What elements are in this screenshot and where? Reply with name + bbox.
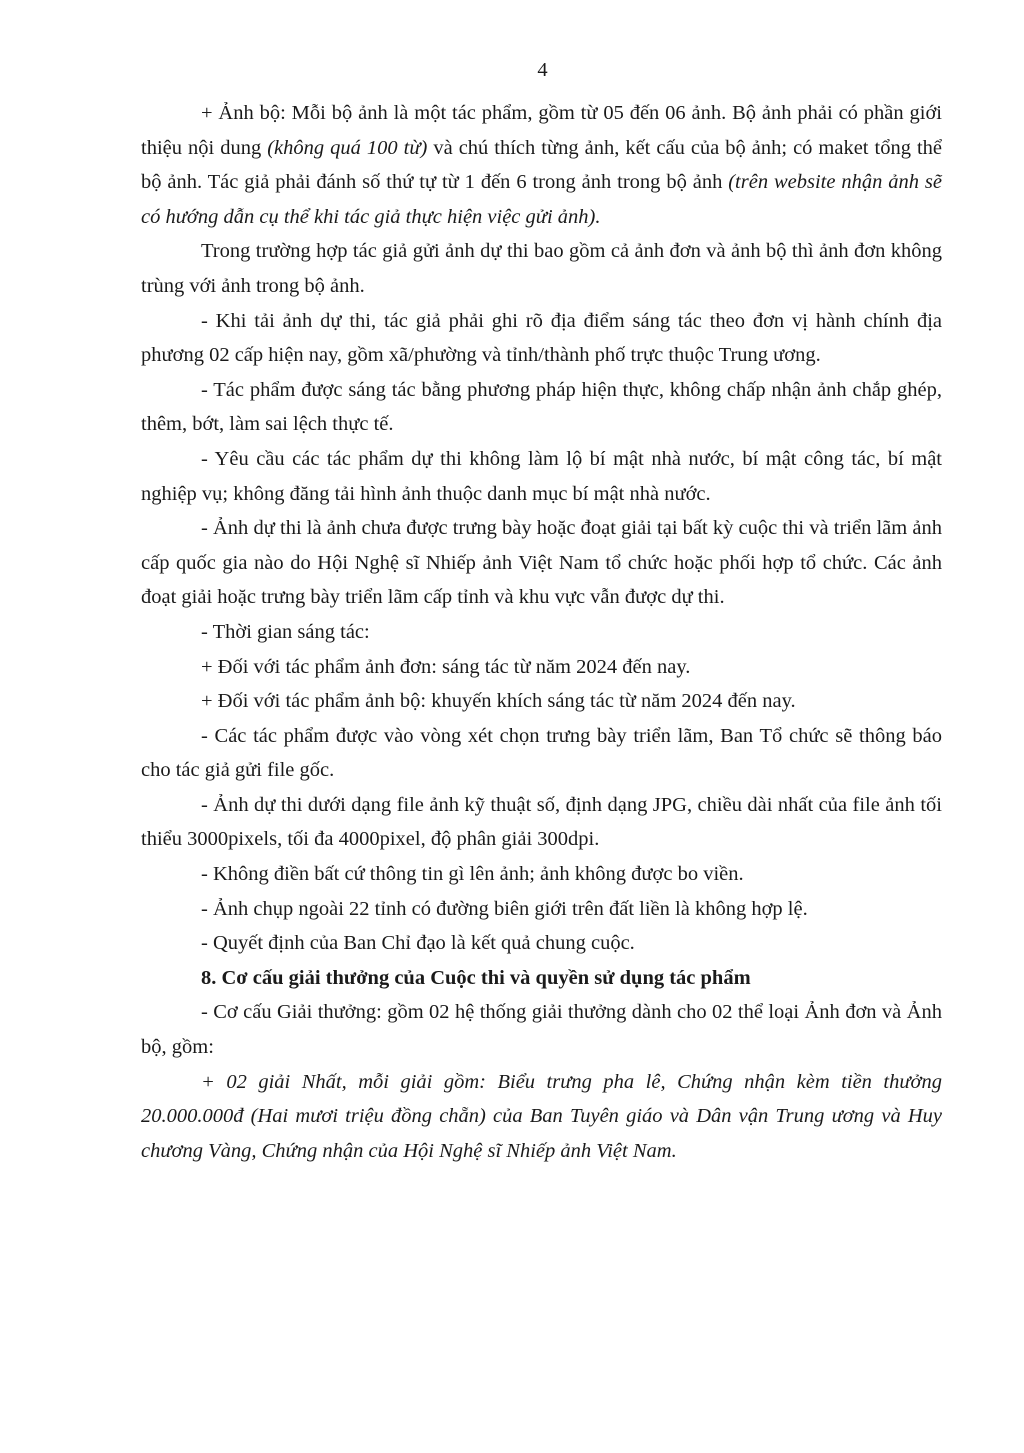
paragraph-eligibility: - Ảnh dự thi là ảnh chưa được trưng bày hoặc đoạt giải tại bất kỳ cuộc thi và triển lãm ảnh cấp quốc gia nào do Hội Nghệ sĩ Nhiếp ảnh Việt Nam tổ chức hoặc phối hợp tổ chức. Các ảnh đoạt giải hoặc trưng bày triển lãm cấp tỉnh và khu vực vẫn được dự thi. [141, 517, 942, 609]
paragraph-single-vs-set: Trong trường hợp tác giả gửi ảnh dự thi bao gồm cả ảnh đơn và ảnh bộ thì ảnh đơn không trùng với ảnh trong bộ ảnh. [141, 240, 942, 297]
paragraph-prize-structure: - Cơ cấu Giải thưởng: gồm 02 hệ thống giải thưởng dành cho 02 thể loại Ảnh đơn và Ảnh bộ, gồm: [141, 1001, 942, 1059]
photo-set-text-1: + Ảnh bộ: Mỗi bộ ảnh là một tác phẩm, gồm từ 05 đến 06 ảnh. Bộ ảnh phải có phần giới thiệu nội dung [141, 102, 942, 159]
paragraph-realism: - Tác phẩm được sáng tác bằng phương pháp hiện thực, không chấp nhận ảnh chắp ghép, thêm, bớt, làm sai lệch thực tế. [141, 378, 942, 436]
photo-set-word-limit: (không quá 100 từ) [267, 136, 428, 159]
paragraph-border-provinces: - Ảnh chụp ngoài 22 tỉnh có đường biên giới trên đất liền là không hợp lệ. [201, 897, 808, 920]
photo-set-text-2: và chú thích từng ảnh, kết cấu của bộ ảnh; có maket tổng thể bộ ảnh. Tác giả phải đánh số thứ tự từ 1 đến 6 trong ảnh trong bộ ảnh [141, 136, 942, 194]
section-heading-8: 8. Cơ cấu giải thưởng của Cuộc thi và quyền sử dụng tác phẩm [201, 966, 751, 989]
paragraph-photo-set [141, 96, 942, 234]
paragraph-file-format: - Ảnh dự thi dưới dạng file ảnh kỹ thuật số, định dạng JPG, chiều dài nhất của file ảnh tối thiểu 3000pixels, tối đa 4000pixel, độ phân giải 300dpi. [141, 793, 942, 851]
page-number: 4 [537, 59, 548, 81]
paragraph-state-secrets: - Yêu cầu các tác phẩm dự thi không làm lộ bí mật nhà nước, bí mật công tác, bí mật nghiệp vụ; không đăng tải hình ảnh thuộc danh mục bí mật nhà nước. [141, 447, 942, 505]
paragraph-no-info: - Không điền bất cứ thông tin gì lên ảnh; ảnh không được bo viền. [201, 863, 744, 886]
paragraph-location: - Khi tải ảnh dự thi, tác giả phải ghi rõ địa điểm sáng tác theo đơn vị hành chính địa phương 02 cấp hiện nay, gồm xã/phường và tỉnh/thành phố trực thuộc Trung ương. [141, 309, 942, 367]
paragraph-original-file: - Các tác phẩm được vào vòng xét chọn trưng bày triển lãm, Ban Tổ chức sẽ thông báo cho tác giả gửi file gốc. [141, 724, 942, 782]
paragraph-creation-time: - Thời gian sáng tác: [201, 620, 370, 643]
paragraph-first-prize: + 02 giải Nhất, mỗi giải gồm: Biểu trưng pha lê, Chứng nhận kèm tiền thưởng 20.000.000đ (Hai mươi triệu đồng chẵn) của Ban Tuyên giáo và Dân vận Trung ương và Huy chương Vàng, Chứng nhận của Hội Nghệ sĩ Nhiếp ảnh Việt Nam. [141, 1070, 942, 1162]
paragraph-single-photo-time: + Đối với tác phẩm ảnh đơn: sáng tác từ năm 2024 đến nay. [201, 655, 691, 678]
paragraph-photo-set-time: + Đối với tác phẩm ảnh bộ: khuyến khích sáng tác từ năm 2024 đến nay. [201, 690, 796, 713]
paragraph-final-decision: - Quyết định của Ban Chỉ đạo là kết quả chung cuộc. [201, 932, 635, 955]
photo-set-website-note: (trên website nhận ảnh sẽ có hướng dẫn cụ thể khi tác giả thực hiện việc gửi ảnh). [141, 171, 943, 228]
